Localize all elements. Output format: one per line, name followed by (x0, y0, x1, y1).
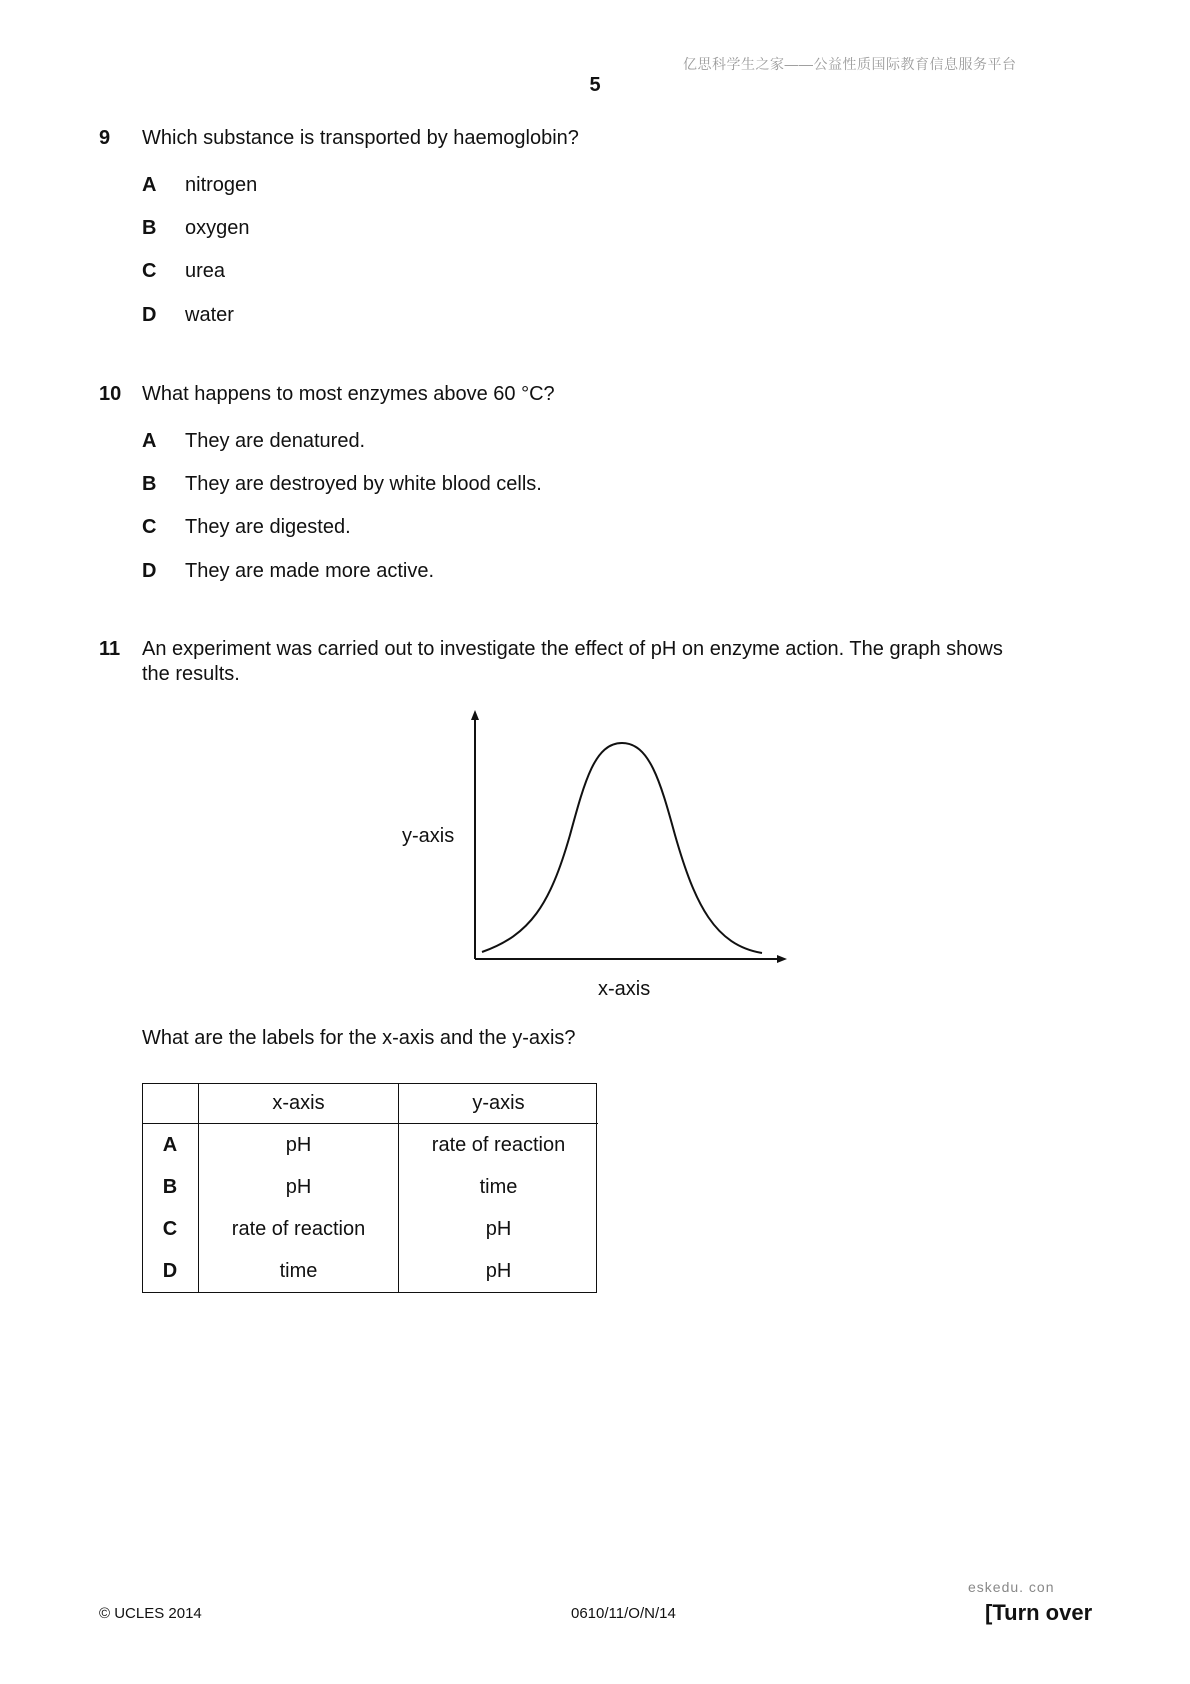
question-number: 10 (99, 383, 122, 405)
option-text: urea (185, 260, 226, 282)
row-letter: D (142, 1250, 199, 1292)
row-y-value: pH (485, 1217, 512, 1240)
answer-table (142, 1083, 598, 1292)
option-letter: B (142, 473, 157, 495)
question-number: 9 (99, 127, 111, 149)
table-row (142, 1250, 598, 1292)
question-text: Which substance is transported by haemoglobin? (142, 127, 579, 149)
question-number: 11 (99, 638, 121, 660)
row-x-value: pH (199, 1166, 399, 1208)
watermark-text: 亿思科学生之家——公益性质国际教育信息服务平台 (683, 56, 1017, 72)
row-letter: A (142, 1124, 199, 1167)
row-letter: B (142, 1166, 199, 1208)
option-text: They are denatured. (185, 430, 366, 452)
page-number: 5 (589, 74, 601, 96)
table-header-cell (142, 1083, 199, 1124)
question-text-line-2: the results. (142, 663, 240, 685)
option-text: oxygen (185, 217, 250, 239)
table-header-cell: x-axis (199, 1083, 399, 1124)
row-x-value: rate of reaction (199, 1208, 399, 1250)
footer-copyright: © UCLES 2014 (99, 1605, 202, 1622)
option-letter: A (142, 174, 157, 196)
turn-over-label: [Turn over (985, 1600, 1093, 1625)
option-letter: A (142, 430, 157, 452)
table-header-row (142, 1083, 598, 1124)
row-y-value: pH (485, 1259, 512, 1282)
option-letter: C (142, 260, 157, 282)
table-row (142, 1124, 598, 1167)
option-text: nitrogen (185, 174, 258, 196)
question-prompt: What are the labels for the x-axis and the y-axis? (142, 1027, 576, 1049)
question-text: What happens to most enzymes above 60 °C? (142, 383, 555, 405)
bell-curve (482, 743, 762, 953)
table-header-cell: y-axis (399, 1083, 599, 1124)
option-text: They are digested. (185, 516, 351, 538)
table-row (142, 1166, 598, 1208)
x-axis-label: x-axis (598, 978, 651, 1000)
option-letter: C (142, 516, 157, 538)
footer-paper-code: 0610/11/O/N/14 (571, 1605, 676, 1622)
row-x-value: time (199, 1250, 399, 1292)
site-watermark: eskedu. con (968, 1579, 1055, 1595)
option-text: They are made more active. (185, 560, 434, 582)
row-y-value: rate of reaction (431, 1133, 566, 1156)
question-text-line-1: An experiment was carried out to investigate the effect of pH on enzyme action. The graph shows (142, 638, 1003, 660)
option-text: water (185, 304, 234, 326)
table-row (142, 1208, 598, 1250)
row-x-value: pH (199, 1124, 399, 1167)
row-y-value: time (479, 1175, 518, 1198)
option-letter: D (142, 560, 157, 582)
option-letter: B (142, 217, 157, 239)
row-letter: C (142, 1208, 199, 1250)
option-text: They are destroyed by white blood cells. (185, 473, 542, 495)
enzyme-ph-graph (380, 705, 800, 1005)
y-axis-label: y-axis (402, 825, 455, 847)
option-letter: D (142, 304, 157, 326)
